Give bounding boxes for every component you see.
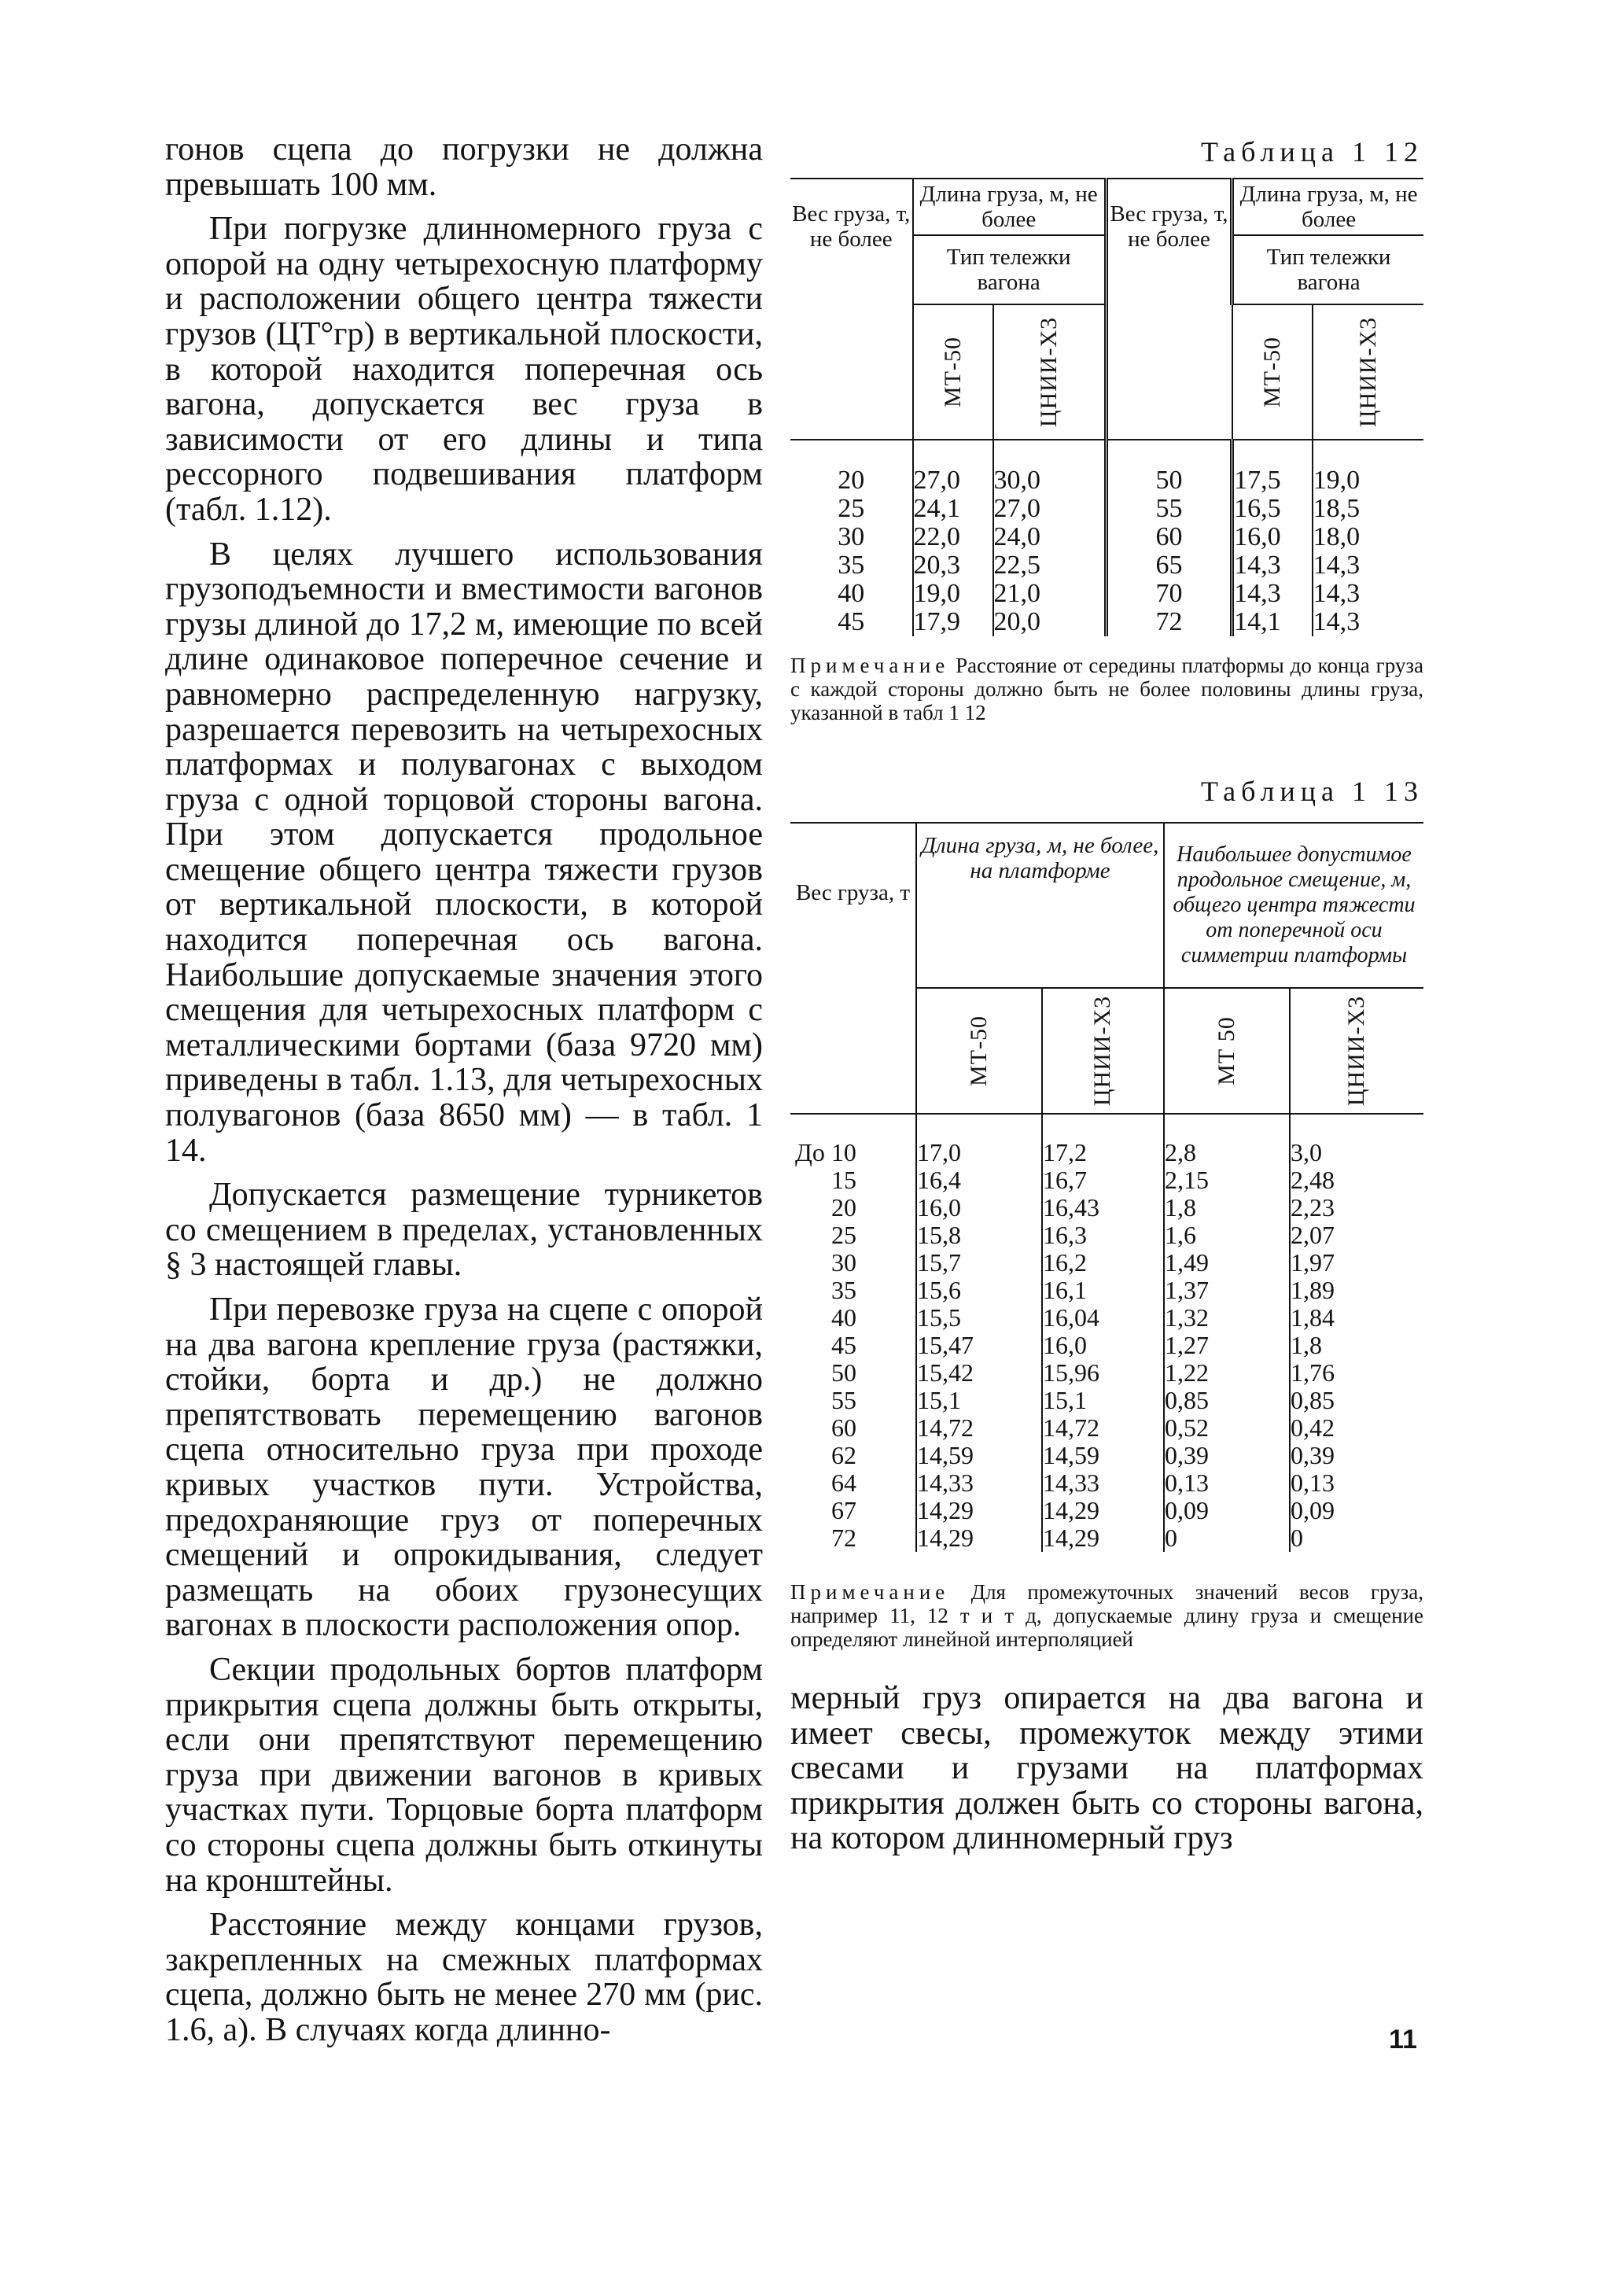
table-row: 30 22,0 24,0 60 16,0 18,0 bbox=[790, 523, 1423, 551]
table-1-12 bbox=[790, 178, 1423, 636]
table-row: 62 14,59 14,59 0,39 0,39 bbox=[790, 1442, 1423, 1469]
table-row: 35 15,6 16,1 1,37 1,89 bbox=[790, 1277, 1423, 1304]
table-row: 25 15,8 16,3 1,6 2,07 bbox=[790, 1222, 1423, 1249]
table-1-12-caption: Таблица 1 12 bbox=[1201, 136, 1423, 168]
right-column bbox=[790, 132, 1423, 1856]
paragraph: При погрузке длинномерного груза с опорой на одну четырехосную платформу и расположении общего центра тяжести грузов (ЦТ°гр) в вертикальной плоскости, в которой находится поперечная ось вагона, допускается вес груза в зависимости от его длины и типа рессорного подвешивания платформ (табл. 1.12). bbox=[165, 211, 763, 528]
header-length: Длина груза, м, не более bbox=[913, 179, 1107, 235]
paragraph: Допускается размещение турникетов со смещением в пределах, установленных § 3 настоящей главы. bbox=[165, 1177, 763, 1284]
table-1-13-caption: Таблица 1 13 bbox=[1201, 776, 1423, 807]
header-length: Длина груза, м, не более bbox=[1232, 179, 1423, 235]
table-row: 64 14,33 14,33 0,13 0,13 bbox=[790, 1469, 1423, 1497]
header-cniih3: ЦНИИ-Х3 bbox=[1354, 316, 1381, 428]
note-text: Расстояние от середины платформы до конца груза с каждой стороны должно быть не более половины длины груза, указанной в табл 1 12 bbox=[790, 654, 1423, 724]
table-1-13 bbox=[790, 822, 1423, 1552]
header-weight: Вес груза, т, не более bbox=[790, 179, 913, 440]
note-label: Примечание bbox=[790, 1580, 950, 1604]
table-row: 20 27,0 30,0 50 17,5 19,0 bbox=[790, 466, 1423, 495]
table-row: 50 15,42 15,96 1,22 1,76 bbox=[790, 1359, 1423, 1387]
paragraph: Секции продольных бортов платформ прикрытия сцепа должны быть открыты, если они препятствуют перемещению груза при движении вагонов в кривых участках пути. Торцовые борта платформ со стороны сцепа должны быть откинуты на кронштейны. bbox=[165, 1651, 763, 1899]
table-row: 67 14,29 14,29 0,09 0,09 bbox=[790, 1497, 1423, 1524]
header-cniih3: ЦНИИ-Х3 bbox=[1343, 995, 1370, 1107]
header-length: Длина груза, м, не более, на платформе bbox=[921, 833, 1159, 883]
header-mt50: МТ-50 bbox=[966, 1015, 992, 1086]
header-cniih3: ЦНИИ-Х3 bbox=[1035, 316, 1062, 428]
table-row: 40 19,0 21,0 70 14,3 14,3 bbox=[790, 580, 1423, 608]
left-text-column bbox=[165, 132, 763, 2047]
header-weight: Вес груза, т, не более bbox=[1106, 179, 1232, 440]
table-row: 20 16,0 16,43 1,8 2,23 bbox=[790, 1194, 1423, 1222]
table-row: 60 14,72 14,72 0,52 0,42 bbox=[790, 1414, 1423, 1442]
table-row: 35 20,3 22,5 65 14,3 14,3 bbox=[790, 551, 1423, 580]
table-row: 55 15,1 15,1 0,85 0,85 bbox=[790, 1387, 1423, 1414]
header-weight: Вес груза, т bbox=[790, 823, 916, 1114]
header-shift: Наибольшее допустимое продольное смещение, м, общего центра тяжести от поперечной оси симметрии платформы bbox=[1173, 842, 1416, 967]
table-row: До 10 17,0 17,2 2,8 3,0 bbox=[790, 1139, 1423, 1166]
paragraph: При перевозке груза на сцепе с опорой на два вагона крепление груза (растяжки, стойки, борта и др.) не должно препятствовать перемещению вагонов сцепа относительно груза при проходе кривых участков пути. Устройства, предохраняющие груз от поперечных смещений и опрокидывания, следует размещать на обоих грузонесущих вагонах в плоскости расположения опор. bbox=[165, 1292, 763, 1644]
table-row: 25 24,1 27,0 55 16,5 18,5 bbox=[790, 495, 1423, 523]
paragraph: Расстояние между концами грузов, закрепленных на смежных платформах сцепа, должно быть не менее 270 мм (рис. 1.6, а). В случаях когда длинно- bbox=[165, 1907, 763, 2048]
right-column-paragraph: мерный груз опирается на два вагона и имеет свесы, промежуток между этими свесами и грузами на платформах прикрытия должен быть со стороны вагона, на котором длинномерный груз bbox=[790, 1680, 1423, 1857]
table-row: 45 15,47 16,0 1,27 1,8 bbox=[790, 1332, 1423, 1359]
header-cniih3: ЦНИИ-Х3 bbox=[1089, 995, 1116, 1107]
table-row: 30 15,7 16,2 1,49 1,97 bbox=[790, 1249, 1423, 1277]
table-1-13-note bbox=[790, 1580, 1423, 1651]
paragraph: гонов сцепа до погрузки не должна превышать 100 мм. bbox=[165, 131, 763, 203]
header-bogie-type: Тип тележки вагона bbox=[1232, 235, 1423, 304]
note-text: Для промежуточных значений весов груза, например 11, 12 т и т д, допускаемые длину груза и смещение определяют линейной интерполяцией bbox=[790, 1580, 1423, 1651]
table-1-12-note bbox=[790, 654, 1423, 724]
table-row: 40 15,5 16,04 1,32 1,84 bbox=[790, 1304, 1423, 1332]
table-row: 72 14,29 14,29 0 0 bbox=[790, 1524, 1423, 1552]
paragraph: В целях лучшего использования грузоподъемности и вместимости вагонов грузы длиной до 17,2 м, имеющие по всей длине одинаковое поперечное сечение и равномерно распределенную нагрузку, разрешается перевозить на четырехосных платформах и полувагонах с выходом груза с одной торцовой стороны вагона. При этом допускается продольное смещение общего центра тяжести грузов от вертикальной плоскости, в которой находится поперечная ось вагона. Наибольшие допускаемые значения этого смещения для четырехосных платформ с металлическими бортами (база 9720 мм) приведены в табл. 1.13, для четырехосных полувагонов (база 8650 мм) — в табл. 1 14. bbox=[165, 536, 763, 1169]
page-number: 11 bbox=[1389, 2025, 1417, 2054]
table-row: 45 17,9 20,0 72 14,1 14,3 bbox=[790, 608, 1423, 636]
header-mt50: МТ-50 bbox=[939, 337, 966, 407]
header-mt50: МТ-50 bbox=[1258, 337, 1285, 407]
note-label: Примечание bbox=[790, 654, 950, 677]
header-mt50: МТ 50 bbox=[1213, 1016, 1239, 1085]
header-bogie-type: Тип тележки вагона bbox=[913, 235, 1107, 304]
table-row: 15 16,4 16,7 2,15 2,48 bbox=[790, 1166, 1423, 1194]
